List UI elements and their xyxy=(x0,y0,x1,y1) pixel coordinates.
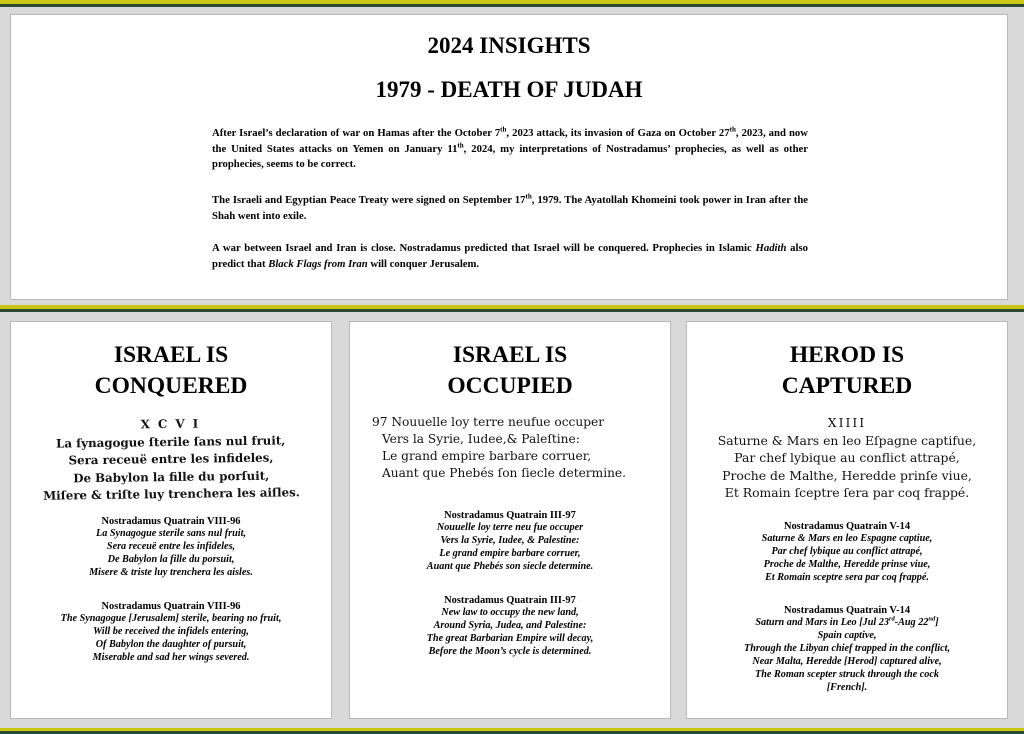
intro-paragraph: After Israel’s declaration of war on Hamas after the October 7th, 2023 attack, its invasion of Gaza on October 27th, 2023, and now the United States attacks on Yemen on January 11th, 2024, my interpretations of Nostradamus’ prophecies, as well as other prophecies, seems to be correct. xyxy=(212,125,808,170)
prophecy-column-conquered xyxy=(10,321,332,719)
column-heading: HEROD IS CAPTURED xyxy=(781,342,913,399)
old-print-quatrain: X C V I La ſynagogue ſterile ſans nul fruit, Sera receuë entre les infideles, De Babylon la fille du porſuit, Miſere & triſte luy trenchera les aiſles. xyxy=(43,416,300,503)
old-print-quatrain: XIIII Saturne & Mars en leo Eſpagne captifue, Par chef lybique au conflict attrapé, Proche de Malthe, Heredde prinſe viue, Et Romain ſceptre ſera par coq frappé. xyxy=(717,415,977,500)
quatrain-english: Nostradamus Quatrain III-97 New law to occupy the new land, Around Syria, Judea, and Palestine: The great Barbarian Empire will decay, Before the Moon’s cycle is determined. xyxy=(350,595,670,658)
quatrain-english: Nostradamus Quatrain V-14 Saturn and Mars in Leo [Jul 23rd-Aug 22nd] Spain captive, Through the Libyan chief trapped in the conflict, Near Malta, Heredde [Herod] captured alive, The Roman scepter struck through the cock [French]. xyxy=(687,605,1007,694)
old-print-quatrain: 97 Nouuelle loy terre neufue occuper Vers la Syrie, Iudee,& Paleſtine: Le grand empire barbare corruer, Auant que Phebés ſon ſiecle determine. xyxy=(372,415,627,480)
prophecy-column-occupied xyxy=(349,321,671,719)
page-subtitle: 1979 - DEATH OF JUDAH xyxy=(375,77,643,102)
quatrain-french: Nostradamus Quatrain VIII-96 La Synagogue sterile sans nul fruit, Sera receuë entre les infideles, De Babylon la fille du porsuit, Misere & triste luy trenchera les aisles. xyxy=(11,516,331,579)
insights-panel xyxy=(10,14,1008,300)
top-stripe-dark xyxy=(0,4,1024,7)
quatrain-header: Nostradamus Quatrain V-14 xyxy=(783,521,911,532)
treaty-paragraph: The Israeli and Egyptian Peace Treaty were signed on September 17th, 1979. The Ayatollah Khomeini took power in Iran after the Shah went into exile. xyxy=(212,192,809,222)
quatrain-header: Nostradamus Quatrain V-14 xyxy=(783,605,911,616)
prophecy-column-captured xyxy=(686,321,1008,719)
war-paragraph: A war between Israel and Iran is close. Nostradamus predicted that Israel will be conquered. Prophecies in Islamic Hadith also predict that Black Flags from Iran will conquer Jerusalem. xyxy=(212,242,808,270)
quatrain-header: Nostradamus Quatrain III-97 xyxy=(444,510,576,521)
quatrain-header: Nostradamus Quatrain VIII-96 xyxy=(101,516,241,527)
quatrain-french: Nostradamus Quatrain V-14 Saturne & Mars en leo Espagne captiue, Par chef lybique au conflict attrapé, Proche de Malthe, Heredde prinse viue, Et Romain sceptre sera par coq frappé. xyxy=(687,521,1007,584)
quatrain-header: Nostradamus Quatrain III-97 xyxy=(444,595,576,606)
quatrain-header: Nostradamus Quatrain VIII-96 xyxy=(101,601,241,612)
middle-stripe-dark xyxy=(0,309,1024,312)
column-heading: ISRAEL IS OCCUPIED xyxy=(447,342,573,399)
quatrain-french: Nostradamus Quatrain III-97 Nouuelle loy terre neu fue occuper Vers la Syrie, Iudee, & Palestine: Le grand empire barbare corruer, Auant que Phebés son siecle determine. xyxy=(350,510,670,573)
quatrain-english: Nostradamus Quatrain VIII-96 The Synagogue [Jerusalem] sterile, bearing no fruit, Will be received the infidels entering, Of Babylon the daughter of pursuit, Miserable and sad her wings severed. xyxy=(11,601,331,664)
page-title: 2024 INSIGHTS xyxy=(427,33,591,58)
column-heading: ISRAEL IS CONQUERED xyxy=(94,342,248,399)
